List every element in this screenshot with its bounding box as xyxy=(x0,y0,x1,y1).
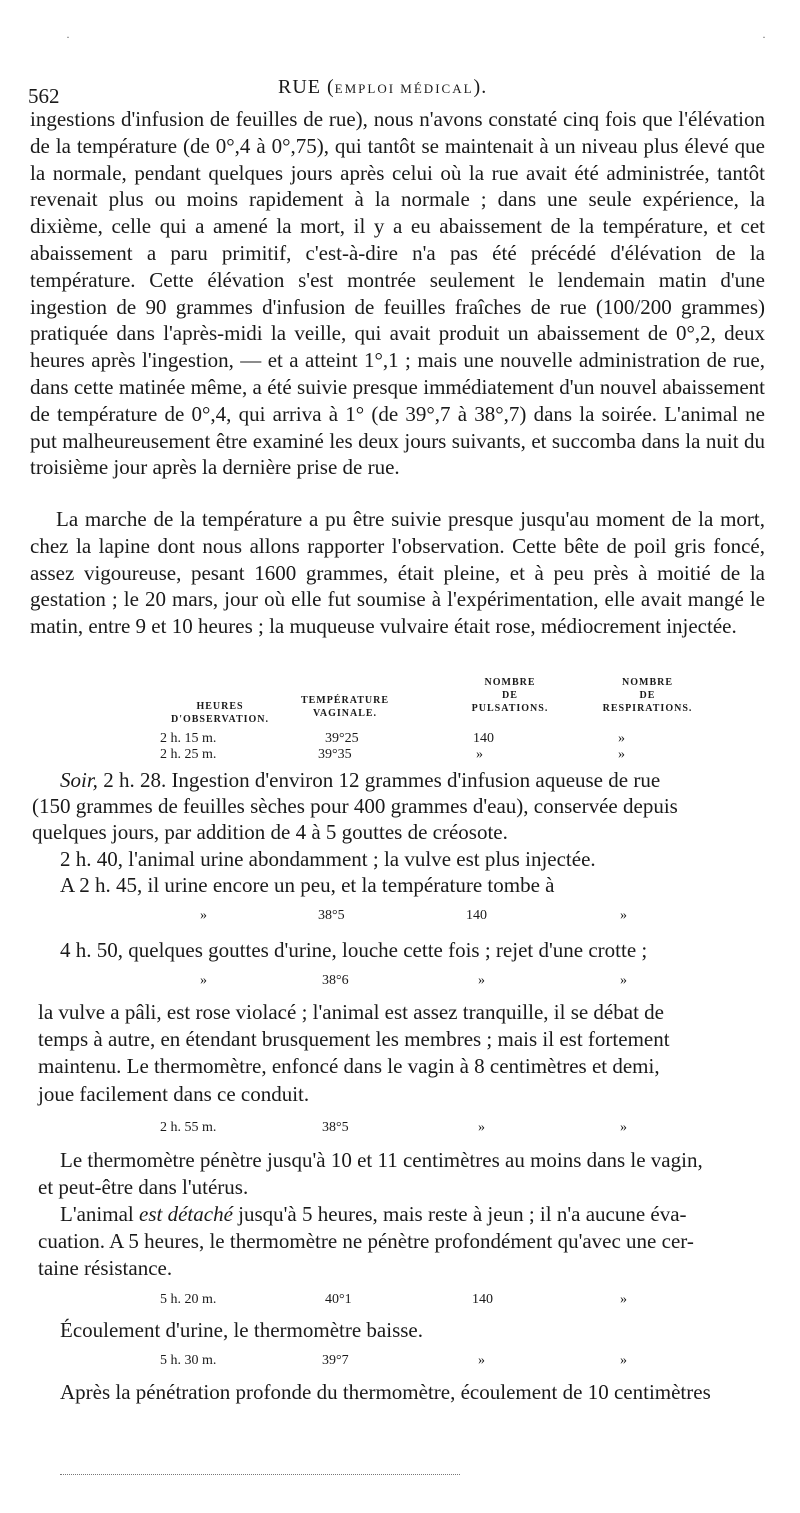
cell-time: 5 h. 20 m. xyxy=(160,1292,217,1307)
cell-time: 2 h. 15 m. xyxy=(160,731,217,746)
cell-resp: » xyxy=(620,1120,627,1135)
animal-pre: L'animal xyxy=(60,1202,134,1226)
running-head-sub: EMPLOI MÉDICAL xyxy=(334,81,474,96)
paragraph-2-text: La marche de la température a pu être suivie presque jusqu'au moment de la mort, chez la lapine dont nous allons rapporter l'observation. Cette bête de poil gris foncé, assez vigoureuse, pesant 1600 grammes, était pleine, et à peu près à moitié de la gestation ; le 20 mars, jour où elle fut soumise à l'expérimentation, elle avait mangé le matin, entre 9 et 10 heures ; la muqueuse vulvaire était rose, médiocrement injectée. xyxy=(30,507,765,639)
running-head-paren-close: ). xyxy=(473,76,488,98)
running-head xyxy=(278,76,487,99)
cell-temp: 39°35 xyxy=(318,747,352,762)
col-header-pulsations-l2: DE xyxy=(502,690,518,701)
running-head-paren-open: ( xyxy=(327,76,335,98)
cell-resp: » xyxy=(620,1353,627,1368)
col-header-heures xyxy=(150,700,290,726)
speck: · xyxy=(66,30,70,44)
col-header-temperature-l1: TEMPÉRATURE xyxy=(300,695,390,706)
col-header-heures-l1: HEURES xyxy=(196,701,244,712)
cell-pulse: » xyxy=(476,747,483,762)
soir-line-3: quelques jours, par addition de 4 à 5 gouttes de créosote. xyxy=(32,820,508,844)
cell-pulse: 140 xyxy=(466,908,487,923)
cell-temp: 39°25 xyxy=(325,731,359,746)
line-2h45: A 2 h. 45, il urine encore un peu, et la température tombe à xyxy=(60,873,555,897)
col-header-temperature xyxy=(285,694,405,720)
cell-time: 2 h. 55 m. xyxy=(160,1120,217,1135)
col-header-pulsations xyxy=(460,676,560,715)
col-header-respirations xyxy=(590,676,705,715)
col-header-respirations-l2: DE xyxy=(639,690,656,701)
cell-temp: 39°7 xyxy=(322,1353,349,1368)
cell-temp: 38°5 xyxy=(322,1120,349,1135)
animal-line-2: cuation. A 5 heures, le thermomètre ne pénètre profondément qu'avec une cer- xyxy=(38,1229,694,1253)
col-header-pulsations-l1: NOMBRE xyxy=(484,677,536,688)
page-header xyxy=(28,76,768,106)
cell-temp: 38°5 xyxy=(318,908,345,923)
footer-rule xyxy=(60,1474,460,1475)
cell-pulse: » xyxy=(478,1120,485,1135)
vulve-line-1: la vulve a pâli, est rose violacé ; l'animal est assez tranquille, il se débat de xyxy=(38,1000,664,1024)
animal-post: jusqu'à 5 heures, mais reste à jeun ; il n'a aucune éva- xyxy=(238,1202,687,1226)
thermo-line-2: et peut-être dans l'utérus. xyxy=(38,1175,249,1199)
vulve-line-3: maintenu. Le thermomètre, enfoncé dans le vagin à 8 centimètres et demi, xyxy=(38,1054,660,1078)
line-2h40: 2 h. 40, l'animal urine abondamment ; la vulve est plus injectée. xyxy=(60,847,596,871)
thermo-line-1: Le thermomètre pénètre jusqu'à 10 et 11 centimètres au moins dans le vagin, xyxy=(60,1148,703,1172)
vulve-line-4: joue facilement dans ce conduit. xyxy=(38,1082,310,1106)
soir-line-2: (150 grammes de feuilles sèches pour 400 grammes d'eau), conservée depuis xyxy=(32,794,678,818)
cell-pulse: 140 xyxy=(473,731,494,746)
col-header-heures-l2: D'OBSERVATION. xyxy=(170,714,270,725)
animal-emphasis: est détaché xyxy=(139,1202,233,1226)
soir-label: Soir, xyxy=(60,768,98,792)
paragraph-2 xyxy=(30,506,765,640)
page-number: 562 xyxy=(28,84,60,108)
col-header-respirations-l3: RESPIRATIONS. xyxy=(602,703,693,714)
cell-time: 2 h. 25 m. xyxy=(160,747,217,762)
line-4h50: 4 h. 50, quelques gouttes d'urine, louche cette fois ; rejet d'une crotte ; xyxy=(60,938,648,962)
cell-temp: 40°1 xyxy=(325,1292,352,1307)
cell-time: » xyxy=(200,973,207,988)
soir-line-1 xyxy=(60,768,660,793)
cell-resp: » xyxy=(620,1292,627,1307)
animal-line-3: taine résistance. xyxy=(38,1256,173,1280)
soir-text: 2 h. 28. Ingestion d'environ 12 grammes d'infusion aqueuse de rue xyxy=(103,768,661,792)
col-header-pulsations-l3: PULSATIONS. xyxy=(471,703,549,714)
cell-time: 5 h. 30 m. xyxy=(160,1353,217,1368)
cell-temp: 38°6 xyxy=(322,973,349,988)
animal-line-1 xyxy=(60,1202,687,1227)
speck: · xyxy=(762,30,766,44)
paragraph-1: ingestions d'infusion de feuilles de rue), nous n'avons constaté cinq fois que l'élévation de la température (de 0°,4 à 0°,75), qui tantôt se maintenait à un niveau plus élevé que la normale, pendant quelques jours après celui où la rue avait été administrée, tantôt revenait plus ou moins rapidement à la normale ; dans une seule expérience, la dixième, celle qui a amené la mort, il y a eu abaissement de la température, et cet abaissement a paru primitif, c'est-à-dire n'a pas été précédé d'élévation de la température. Cette élévation s'est montrée seulement le lendemain matin d'une ingestion de 90 grammes d'infusion de feuilles fraîches de rue (100/200 grammes) pratiquée dans l'après-midi la veille, qui avait produit un abaissement de 0°,2, deux heures après l'ingestion, — et a atteint 1°,1 ; mais une nouvelle administration de rue, dans cette matinée même, a été suivie presque immédiatement d'un nouvel abaissement de température de 0°,4, qui arriva à 1° (de 39°,7 à 38°,7) dans la soirée. L'animal ne put malheureusement être examiné les deux jours suivants, et succomba dans la nuit du troisième jour après la dernière prise de rue. xyxy=(30,107,765,480)
cell-resp: » xyxy=(620,908,627,923)
cell-pulse: » xyxy=(478,1353,485,1368)
cell-pulse: 140 xyxy=(472,1292,493,1307)
cell-resp: » xyxy=(618,747,625,762)
cell-time: » xyxy=(200,908,207,923)
apres-line: Après la pénétration profonde du thermomètre, écoulement de 10 centimètres xyxy=(60,1380,711,1404)
cell-resp: » xyxy=(620,973,627,988)
col-header-respirations-l1: NOMBRE xyxy=(622,677,673,688)
col-header-temperature-l2: VAGINALE. xyxy=(312,708,378,719)
vulve-line-2: temps à autre, en étendant brusquement les membres ; mais il est fortement xyxy=(38,1027,670,1051)
cell-pulse: » xyxy=(478,973,485,988)
cell-resp: » xyxy=(618,731,625,746)
running-head-main: RUE xyxy=(278,76,321,98)
ecoulement-line: Écoulement d'urine, le thermomètre baisse. xyxy=(60,1318,423,1342)
